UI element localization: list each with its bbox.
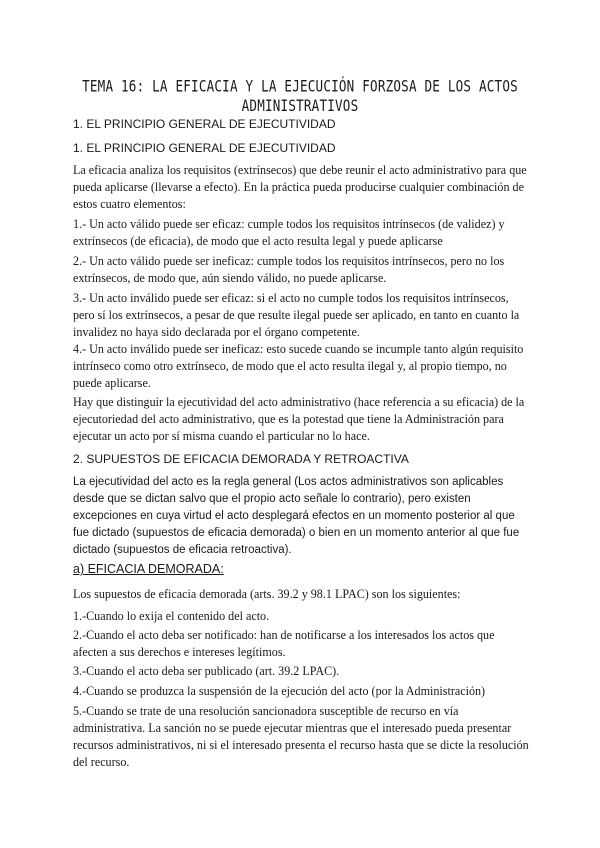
demorada-item-3: 3.-Cuando el acto deba ser publicado (art. 39.2 LPAC). — [73, 664, 340, 678]
section-2-heading: 2. SUPUESTOS DE EFICACIA DEMORADA Y RETROACTIVA — [73, 452, 409, 466]
demorada-item-1: 1.-Cuando lo exija el contenido del acto. — [73, 609, 270, 623]
subheading-eficacia-demorada: a) EFICACIA DEMORADA: — [73, 562, 224, 576]
demorada-intro: Los supuestos de eficacia demorada (arts. 39.2 y 98.1 LPAC) son los siguientes: — [73, 587, 461, 601]
section-2-paragraph: La ejecutividad del acto es la regla general (Los actos administrativos son aplicables desde que se dictan salvo que el propio acto señale lo contrario), pero existen excepciones en cuya virtud el acto desplegará efectos en un momento posterior al que fue dictado (supuestos de eficacia demorada) o bien en un momento anterior al que fue dictado (supuestos de eficacia retroactiva). — [73, 476, 520, 556]
intro-paragraph: La eficacia analiza los requisitos (extrínsecos) que debe reunir el acto administrativo para que pueda aplicarse (llevarse a efecto). En la práctica pueda producirse cualquier combinación de estos cuatro elementos: — [73, 163, 527, 211]
case-paragraph-2: 2.- Un acto válido puede ser ineficaz: cumple todos los requisitos intrínsecos, pero no los extrínsecos, de modo que, aún siendo válido, no puede aplicarse. — [73, 254, 505, 285]
document-title: TEMA 16: LA EFICACIA Y LA EJECUCIÓN FORZOSA DE LOS ACTOS ADMINISTRATIVOS — [82, 76, 518, 115]
distinction-paragraph: Hay que distinguir la ejecutividad del acto administrativo (hace referencia a su eficacia) de la ejecutoriedad del acto administrativo, que es la potestad que tiene la Administración para ejecutar un acto por sí misma cuando el particular no lo hace. — [73, 395, 525, 443]
demorada-item-5: 5.-Cuando se trate de una resolución sancionadora susceptible de recurso en vía administrativa. La sanción no se puede ejecutar mientras que el interesado pueda presentar recursos administrativos, ni si el interesado presenta el recurso hasta que se dicte la resolución del recurso. — [73, 704, 529, 769]
section-1-heading-repeat: 1. EL PRINCIPIO GENERAL DE EJECUTIVIDAD — [73, 141, 336, 155]
case-paragraph-4: 4.- Un acto inválido puede ser ineficaz: esto sucede cuando se incumple tanto algún requisito intrínseco como otro extrínseco, de modo que el acto resulta ilegal y, al propio tiempo, no puede aplicarse. — [73, 342, 524, 390]
case-paragraph-1: 1.- Un acto válido puede ser eficaz: cumple todos los requisitos intrínsecos (de validez) y extrínsecos (de eficacia), de modo que el acto resulta legal y puede aplicarse — [73, 217, 505, 248]
section-1-heading: 1. EL PRINCIPIO GENERAL DE EJECUTIVIDAD — [73, 117, 336, 131]
demorada-item-2: 2.-Cuando el acto deba ser notificado: han de notificarse a los interesados los actos que afecten a sus derechos e intereses legítimos. — [73, 628, 495, 659]
case-paragraph-3: 3.- Un acto inválido puede ser eficaz: si el acto no cumple todos los requisitos intrínsecos, pero sí los extrínsecos, a pesar de que resulte ilegal puede ser aplicado, en tanto en cuanto la invalidez no haya sido declarada por el órgano competente. — [73, 291, 520, 339]
demorada-item-4: 4.-Cuando se produzca la suspensión de la ejecución del acto (por la Administración) — [73, 684, 486, 698]
